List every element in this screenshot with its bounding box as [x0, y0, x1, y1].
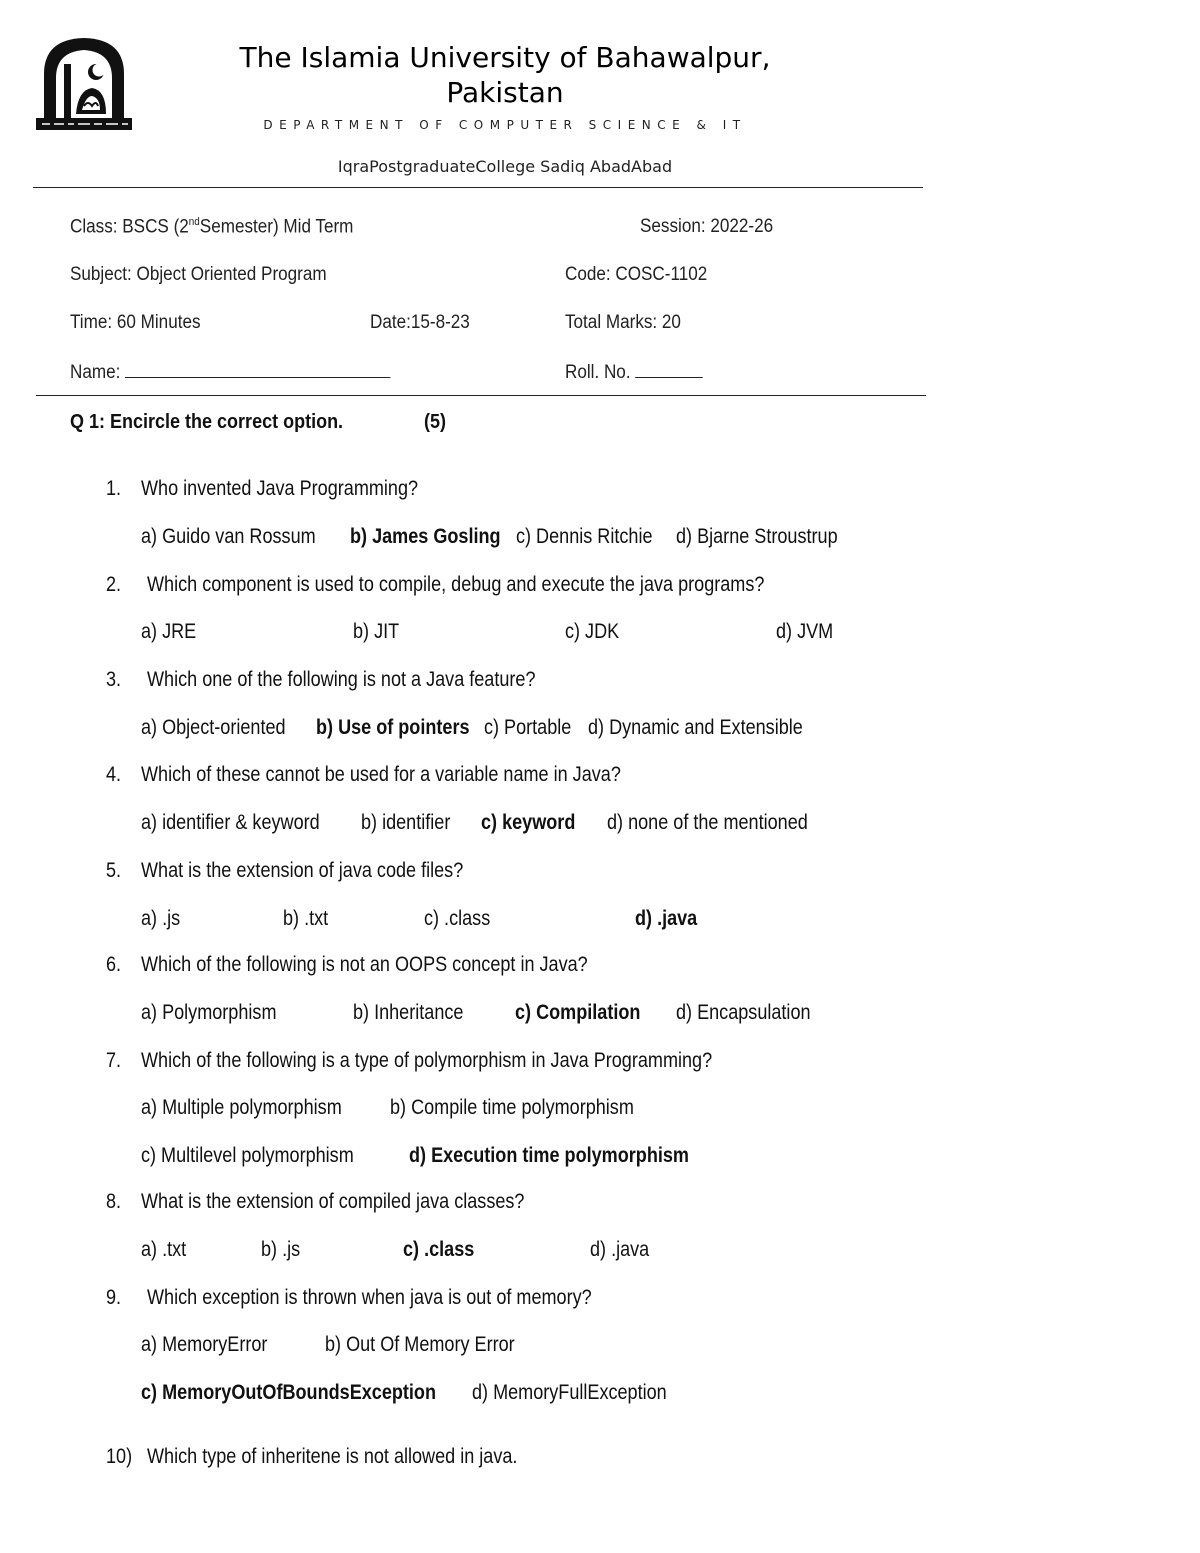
section-marks: (5): [424, 411, 447, 433]
question-text: Who invented Java Programming?: [141, 477, 419, 500]
question-text: Which component is used to compile, debug and execute the java programs?: [147, 573, 765, 596]
option-correct[interactable]: d) Execution time polymorphism: [409, 1144, 689, 1167]
subject-info: Subject: Object Oriented Program: [70, 264, 327, 285]
option-correct[interactable]: c) Compilation: [515, 1001, 641, 1024]
question-number: 3.: [106, 668, 122, 691]
option[interactable]: b) identifier: [361, 811, 451, 834]
option[interactable]: c) Dennis Ritchie: [516, 525, 653, 548]
option[interactable]: d) Encapsulation: [676, 1001, 811, 1024]
option-correct[interactable]: c) .class: [403, 1238, 475, 1261]
option[interactable]: b) .js: [261, 1238, 301, 1261]
option[interactable]: c) Multilevel polymorphism: [141, 1144, 354, 1167]
option[interactable]: a) MemoryError: [141, 1333, 268, 1356]
question-number: 2.: [106, 573, 122, 596]
option[interactable]: a) Object-oriented: [141, 716, 286, 739]
time-info: Time: 60 Minutes: [70, 312, 201, 333]
date-info: Date:15-8-23: [370, 312, 470, 333]
total-marks: Total Marks: 20: [565, 312, 681, 333]
roll-blank[interactable]: [635, 361, 703, 378]
option-correct[interactable]: c) MemoryOutOfBoundsException: [141, 1381, 437, 1404]
option[interactable]: a) Polymorphism: [141, 1001, 277, 1024]
option-correct[interactable]: d) .java: [635, 907, 698, 930]
university-crest-logo: [34, 34, 134, 132]
option[interactable]: c) .class: [424, 907, 491, 930]
department-name: DEPARTMENT OF COMPUTER SCIENCE & IT: [263, 118, 747, 132]
option[interactable]: c) Portable: [484, 716, 572, 739]
option[interactable]: a) JRE: [141, 620, 197, 643]
option[interactable]: a) .txt: [141, 1238, 187, 1261]
option[interactable]: b) Out Of Memory Error: [325, 1333, 515, 1356]
question-number: 8.: [106, 1190, 122, 1213]
question-text: What is the extension of compiled java classes?: [141, 1190, 525, 1213]
question-number: 9.: [106, 1286, 122, 1309]
option[interactable]: b) .txt: [283, 907, 329, 930]
info-divider: [36, 395, 926, 396]
question-number: 10): [106, 1445, 133, 1468]
question-text: Which type of inheritene is not allowed in java.: [147, 1445, 518, 1468]
question-number: 5.: [106, 859, 122, 882]
question-number: 4.: [106, 763, 122, 786]
option[interactable]: d) JVM: [776, 620, 834, 643]
option[interactable]: b) Inheritance: [353, 1001, 464, 1024]
question-text: Which of the following is not an OOPS concept in Java?: [141, 953, 588, 976]
option[interactable]: a) identifier & keyword: [141, 811, 320, 834]
option[interactable]: c) JDK: [565, 620, 620, 643]
question-text: Which of these cannot be used for a variable name in Java?: [141, 763, 621, 786]
option-correct[interactable]: b) James Gosling: [350, 525, 501, 548]
university-name: The Islamia University of Bahawalpur,: [239, 41, 771, 74]
course-code: Code: COSC-1102: [565, 264, 708, 285]
question-number: 6.: [106, 953, 122, 976]
option[interactable]: a) .js: [141, 907, 181, 930]
option[interactable]: d) Bjarne Stroustrup: [676, 525, 838, 548]
roll-field[interactable]: Roll. No.: [565, 361, 703, 384]
option[interactable]: b) JIT: [353, 620, 400, 643]
university-country: Pakistan: [446, 76, 564, 109]
option[interactable]: d) MemoryFullException: [472, 1381, 667, 1404]
name-blank[interactable]: [125, 361, 391, 378]
option[interactable]: a) Multiple polymorphism: [141, 1096, 342, 1119]
class-info: Class: BSCS (2ndSemester) Mid Term: [70, 216, 354, 238]
option[interactable]: b) Compile time polymorphism: [390, 1096, 634, 1119]
option[interactable]: d) .java: [590, 1238, 650, 1261]
question-number: 7.: [106, 1049, 122, 1072]
option-correct[interactable]: c) keyword: [481, 811, 576, 834]
question-text: What is the extension of java code files?: [141, 859, 464, 882]
question-text: Which of the following is a type of polymorphism in Java Programming?: [141, 1049, 713, 1072]
name-field[interactable]: Name:: [70, 361, 391, 384]
header-divider: [33, 187, 923, 188]
session-info: Session: 2022-26: [640, 216, 774, 237]
question-number: 1.: [106, 477, 122, 500]
college-name: IqraPostgraduateCollege Sadiq AbadAbad: [337, 157, 673, 176]
option[interactable]: d) Dynamic and Extensible: [588, 716, 803, 739]
section-title: Q 1: Encircle the correct option.: [70, 411, 344, 433]
question-text: Which one of the following is not a Java feature?: [147, 668, 536, 691]
option[interactable]: a) Guido van Rossum: [141, 525, 316, 548]
option[interactable]: d) none of the mentioned: [607, 811, 808, 834]
option-correct[interactable]: b) Use of pointers: [316, 716, 470, 739]
question-text: Which exception is thrown when java is out of memory?: [147, 1286, 592, 1309]
